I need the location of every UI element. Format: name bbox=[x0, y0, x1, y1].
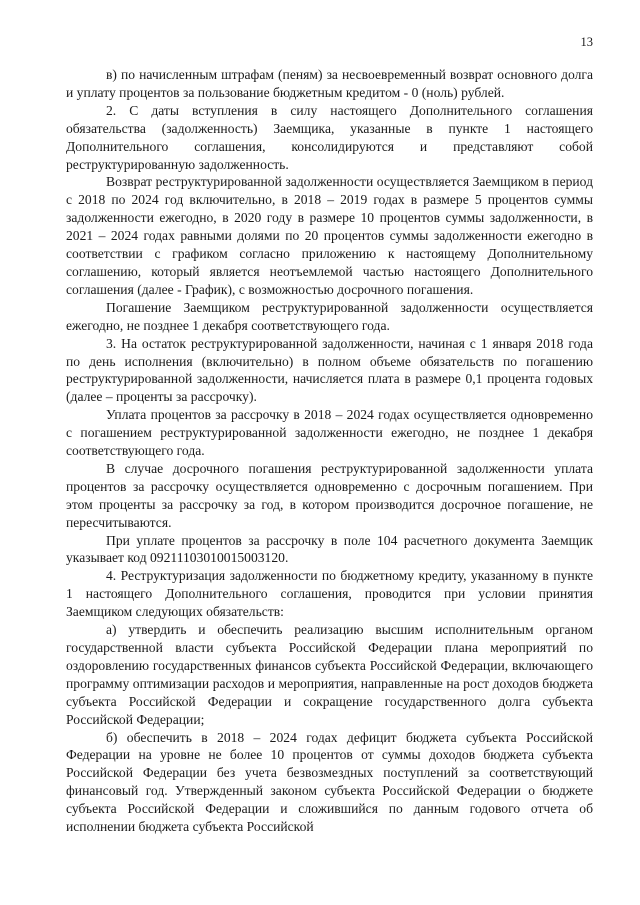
paragraph-interest-payment: Уплата процентов за рассрочку в 2018 – 2024 годах осуществляется одновременно с погашением реструктурированной задолженности ежегодно, не позднее 1 декабря соответствующего года. bbox=[66, 407, 593, 459]
page-number: 13 bbox=[580, 35, 593, 49]
paragraph-early-repayment: В случае досрочного погашения реструктурированной задолженности уплата процентов за рассрочку осуществляется одновременно с досрочным погашением. При этом проценты за рассрочку за год, в котором производится досрочное погашение, не пересчитываются. bbox=[66, 460, 593, 530]
paragraph-payment-code: При уплате процентов за рассрочку в поле 104 расчетного документа Заемщик указывает код 09211103010015003120. bbox=[66, 532, 593, 566]
paragraph-repayment-schedule: Возврат реструктурированной задолженности осуществляется Заемщиком в период с 2018 по 2024 год включительно, в 2018 – 2019 годах в размере 5 процентов суммы задолженности ежегодно, в 2020 году в размере 10 процентов суммы задолженности, в 2021 – 2024 годах равными долями по 20 процентов суммы задолженности ежегодно в соответствии с графиком согласно приложению к настоящему Дополнительному соглашению, который является неотъемлемой частью настоящего Дополнительного соглашения (далее - График), с возможностью досрочного погашения. bbox=[66, 174, 593, 297]
document-body bbox=[66, 66, 593, 836]
paragraph-installment-fee: 3. На остаток реструктурированной задолженности, начиная с 1 января 2018 года по день исполнения (включительно) в полном объеме обязательств по погашению реструктурированной задолженности, начисляется плата в размере 0,1 процента годовых (далее – проценты за рассрочку). bbox=[66, 335, 593, 405]
paragraph-consolidation: 2. С даты вступления в силу настоящего Дополнительного соглашения обязательства (задолженность) Заемщика, указанные в пункте 1 настоящего Дополнительного соглашения, консолидируются и представляют собой реструктурированную задолженность. bbox=[66, 102, 593, 172]
paragraph-condition-a: а) утвердить и обеспечить реализацию высшим исполнительным органом государственной власти субъекта Российской Федерации плана мероприятий по оздоровлению государственных финансов субъекта Российской Федерации, включающего программу оптимизации расходов и мероприятия, направленные на рост доходов бюджета субъекта Российской Федерации и сокращение государственного долга субъекта Российской Федерации; bbox=[66, 622, 593, 727]
paragraph-condition-b: б) обеспечить в 2018 – 2024 годах дефицит бюджета субъекта Российской Федерации на уровне не более 10 процентов от суммы доходов бюджета субъекта Российской Федерации без учета безвозмездных поступлений за соответствующий финансовый год. Утвержденный законом субъекта Российской Федерации о бюджете субъекта Российской Федерации и сложившийся по данным годового отчета об исполнении бюджета субъекта Российской bbox=[66, 729, 593, 835]
paragraph-restructuring-conditions: 4. Реструктуризация задолженности по бюджетному кредиту, указанному в пункте 1 настоящего Дополнительного соглашения, проводится при условии принятия Заемщиком следующих обязательств: bbox=[66, 568, 593, 620]
paragraph-penalties: в) по начисленным штрафам (пеням) за несвоевременный возврат основного долга и уплату процентов за пользование бюджетным кредитом - 0 (ноль) рублей. bbox=[66, 67, 593, 100]
paragraph-repayment-deadline: Погашение Заемщиком реструктурированной задолженности осуществляется ежегодно, не позднее 1 декабря соответствующего года. bbox=[66, 299, 593, 333]
